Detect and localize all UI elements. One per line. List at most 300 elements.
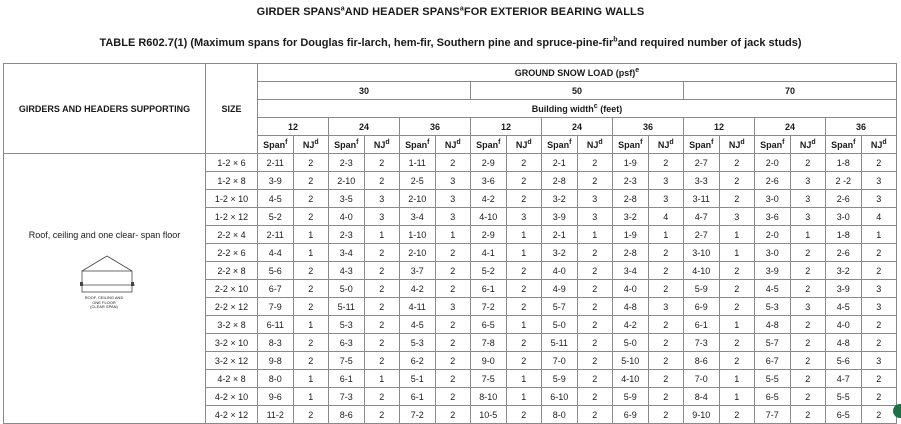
nj-cell: 2 (435, 334, 471, 352)
nj-cell: 2 (506, 262, 542, 280)
nj-cell: 2 (648, 370, 684, 388)
span-subheader: Span$^f$ (400, 136, 436, 154)
span-cell: 4-8 (826, 334, 862, 352)
span-cell: 5-7 (542, 298, 578, 316)
span-cell: 4-2 (400, 280, 436, 298)
nj-cell: 1 (506, 244, 542, 262)
span-cell: 3-9 (258, 172, 294, 190)
nj-cell: 3 (435, 208, 471, 226)
span-cell: 4-3 (329, 262, 365, 280)
span-cell: 10-5 (471, 406, 507, 424)
load-70-header: 70 (684, 82, 897, 100)
nj-cell: 2 (364, 172, 400, 190)
span-cell: 5-1 (400, 370, 436, 388)
nj-cell: 2 (577, 406, 613, 424)
span-cell: 1-11 (400, 154, 436, 172)
span-cell: 1-8 (826, 154, 862, 172)
nj-cell: 1 (364, 370, 400, 388)
span-cell: 6-5 (471, 316, 507, 334)
nj-cell: 2 (293, 208, 329, 226)
span-cell: 2-3 (613, 172, 649, 190)
span-subheader: Span$^f$ (542, 136, 578, 154)
span-cell: 5-3 (400, 334, 436, 352)
nj-cell: 2 (577, 334, 613, 352)
nj-cell: 3 (790, 172, 826, 190)
nj-cell: 2 (719, 334, 755, 352)
span-cell: 6-11 (258, 316, 294, 334)
span-cell: 9-8 (258, 352, 294, 370)
span-cell: 4-5 (755, 280, 791, 298)
nj-cell: 2 (648, 154, 684, 172)
nj-cell: 3 (861, 298, 897, 316)
nj-cell: 1 (790, 226, 826, 244)
nj-cell: 1 (293, 226, 329, 244)
span-cell: 4-5 (258, 190, 294, 208)
nj-cell: 2 (293, 172, 329, 190)
span-cell: 7-2 (400, 406, 436, 424)
nj-cell: 2 (861, 388, 897, 406)
nj-subheader: $NJ^d$ (861, 136, 897, 154)
span-cell: 4-8 (613, 298, 649, 316)
nj-subheader: $NJ^d$ (506, 136, 542, 154)
size-cell: 2-2 × 8 (206, 262, 258, 280)
span-cell: 5-11 (542, 334, 578, 352)
span-cell: 7-9 (258, 298, 294, 316)
span-cell: 4-0 (826, 316, 862, 334)
span-subheader: Span$^f$ (826, 136, 862, 154)
nj-cell: 2 (293, 280, 329, 298)
span-cell: 5-7 (755, 334, 791, 352)
width-header-3: 12 (471, 118, 542, 136)
span-cell: 2-1 (542, 226, 578, 244)
span-cell: 2-7 (684, 226, 720, 244)
span-cell: 3-0 (755, 244, 791, 262)
nj-cell: 2 (435, 370, 471, 388)
nj-cell: 2 (790, 244, 826, 262)
span-cell: 2 -2 (826, 172, 862, 190)
span-cell: 3-2 (542, 244, 578, 262)
nj-cell: 3 (648, 298, 684, 316)
nj-cell: 3 (648, 172, 684, 190)
nj-cell: 3 (790, 298, 826, 316)
span-cell: 8-6 (684, 352, 720, 370)
nj-cell: 2 (364, 352, 400, 370)
size-cell: 2-2 × 6 (206, 244, 258, 262)
supporting-header: GIRDERS AND HEADERS SUPPORTING (4, 64, 206, 154)
nj-cell: 2 (790, 316, 826, 334)
nj-cell: 2 (506, 280, 542, 298)
span-cell: 6-1 (400, 388, 436, 406)
table-row (4, 154, 897, 172)
nj-subheader: $NJ^d$ (435, 136, 471, 154)
size-cell: 1-2 × 12 (206, 208, 258, 226)
width-header-0: 12 (258, 118, 329, 136)
span-cell: 2-1 (542, 154, 578, 172)
nj-cell: 3 (719, 208, 755, 226)
nj-cell: 2 (577, 154, 613, 172)
span-cell: 2-0 (755, 154, 791, 172)
nj-cell: 2 (790, 334, 826, 352)
span-cell: 2-8 (613, 244, 649, 262)
nj-cell: 2 (364, 388, 400, 406)
nj-cell: 2 (861, 262, 897, 280)
nj-cell: 3 (435, 172, 471, 190)
size-cell: 1-2 × 10 (206, 190, 258, 208)
nj-cell: 2 (861, 334, 897, 352)
nj-cell: 1 (435, 226, 471, 244)
nj-cell: 2 (790, 370, 826, 388)
nj-cell: 2 (790, 262, 826, 280)
span-subheader: Span$^f$ (329, 136, 365, 154)
span-subheader: Span$^f$ (613, 136, 649, 154)
span-cell: 4-5 (826, 298, 862, 316)
span-cell: 1-10 (400, 226, 436, 244)
nj-cell: 2 (719, 154, 755, 172)
snow-load-header: GROUND SNOW LOAD (psf)$^e$ (258, 64, 897, 82)
span-cell: 4-0 (613, 280, 649, 298)
nj-cell: 2 (861, 370, 897, 388)
span-cell: 3-5 (329, 190, 365, 208)
span-cell: 3-6 (755, 208, 791, 226)
span-cell: 5-3 (329, 316, 365, 334)
nj-cell: 2 (506, 334, 542, 352)
span-cell: 4-8 (755, 316, 791, 334)
nj-cell: 2 (577, 280, 613, 298)
supporting-cell (4, 154, 206, 424)
nj-cell: 2 (861, 406, 897, 424)
size-cell: 3-2 × 12 (206, 352, 258, 370)
nj-cell: 2 (861, 244, 897, 262)
span-cell: 8-6 (329, 406, 365, 424)
size-cell: 2-2 × 10 (206, 280, 258, 298)
size-cell: 4-2 × 8 (206, 370, 258, 388)
span-subheader: Span$^f$ (755, 136, 791, 154)
nj-cell: 2 (506, 190, 542, 208)
nj-cell: 2 (293, 190, 329, 208)
span-cell: 2-9 (471, 226, 507, 244)
span-cell: 3-4 (329, 244, 365, 262)
nj-cell: 3 (364, 190, 400, 208)
nj-cell: 1 (506, 226, 542, 244)
nj-cell: 2 (435, 262, 471, 280)
nj-cell: 2 (719, 298, 755, 316)
nj-cell: 2 (364, 406, 400, 424)
nj-cell: 3 (861, 172, 897, 190)
nj-cell: 2 (790, 406, 826, 424)
nj-cell: 2 (506, 172, 542, 190)
span-cell: 3-11 (684, 190, 720, 208)
nj-cell: 1 (506, 316, 542, 334)
span-cell: 3-9 (826, 280, 862, 298)
span-cell: 2-0 (755, 226, 791, 244)
span-cell: 4-7 (826, 370, 862, 388)
diagram-caption: ROOF, CEILING AND (84, 295, 124, 300)
nj-cell: 2 (648, 352, 684, 370)
nj-cell: 2 (435, 406, 471, 424)
span-cell: 4-2 (613, 316, 649, 334)
nj-cell: 2 (790, 154, 826, 172)
span-cell: 3-0 (755, 190, 791, 208)
span-cell: 4-10 (471, 208, 507, 226)
diagram-caption: ONE FLOOR (92, 299, 116, 305)
nj-cell: 2 (577, 370, 613, 388)
span-cell: 3-9 (755, 262, 791, 280)
nj-subheader: $NJ^d$ (790, 136, 826, 154)
span-cell: 5-9 (542, 370, 578, 388)
nj-cell: 3 (435, 190, 471, 208)
nj-cell: 4 (861, 208, 897, 226)
span-cell: 7-2 (471, 298, 507, 316)
nj-cell: 2 (364, 280, 400, 298)
span-cell: 6-1 (684, 316, 720, 334)
span-cell: 2-10 (400, 190, 436, 208)
nj-cell: 1 (719, 388, 755, 406)
span-cell: 2-9 (471, 154, 507, 172)
nj-cell: 1 (719, 370, 755, 388)
nj-cell: 2 (648, 262, 684, 280)
nj-cell: 1 (293, 388, 329, 406)
span-cell: 5-6 (826, 352, 862, 370)
span-cell: 6-9 (613, 406, 649, 424)
span-cell: 5-5 (755, 370, 791, 388)
nj-subheader: $NJ^d$ (293, 136, 329, 154)
span-cell: 2-11 (258, 226, 294, 244)
nj-cell: 2 (435, 388, 471, 406)
nj-cell: 1 (719, 226, 755, 244)
nj-cell: 2 (506, 154, 542, 172)
span-cell: 6-7 (755, 352, 791, 370)
span-cell: 6-7 (258, 280, 294, 298)
nj-cell: 2 (577, 262, 613, 280)
span-cell: 9-6 (258, 388, 294, 406)
size-cell: 1-2 × 8 (206, 172, 258, 190)
span-cell: 9-0 (471, 352, 507, 370)
nj-cell: 2 (648, 244, 684, 262)
nj-subheader: $NJ^d$ (364, 136, 400, 154)
nj-cell: 2 (790, 280, 826, 298)
nj-cell: 1 (293, 244, 329, 262)
span-cell: 3-4 (400, 208, 436, 226)
span-cell: 5-2 (258, 208, 294, 226)
nj-cell: 2 (577, 316, 613, 334)
nj-cell: 2 (861, 316, 897, 334)
nj-cell: 2 (364, 154, 400, 172)
span-cell: 6-1 (471, 280, 507, 298)
nj-cell: 2 (719, 280, 755, 298)
span-cell: 3-2 (613, 208, 649, 226)
size-cell: 2-2 × 12 (206, 298, 258, 316)
nj-cell: 2 (293, 334, 329, 352)
span-cell: 8-0 (258, 370, 294, 388)
span-cell: 4-2 (471, 190, 507, 208)
span-cell: 11-2 (258, 406, 294, 424)
span-cell: 1-8 (826, 226, 862, 244)
span-cell: 5-0 (613, 334, 649, 352)
nj-cell: 2 (364, 334, 400, 352)
span-cell: 3-2 (826, 262, 862, 280)
width-header-4: 24 (542, 118, 613, 136)
nj-cell: 1 (293, 316, 329, 334)
span-cell: 5-11 (329, 298, 365, 316)
span-cell: 2-8 (613, 190, 649, 208)
nj-subheader: $NJ^d$ (648, 136, 684, 154)
nj-cell: 3 (790, 190, 826, 208)
page-title: GIRDER SPANS$^a$AND HEADER SPANS$^a$FOR EXTERIOR BEARING WALLS (256, 5, 645, 18)
span-cell: 6-2 (400, 352, 436, 370)
size-cell: 2-2 × 4 (206, 226, 258, 244)
span-cell: 5-3 (755, 298, 791, 316)
span-cell: 2-6 (826, 190, 862, 208)
span-subheader: Span$^f$ (684, 136, 720, 154)
nj-cell: 2 (861, 154, 897, 172)
nj-cell: 3 (648, 190, 684, 208)
supporting-label: Roof, ceiling and one clear- span floor (28, 230, 181, 240)
nj-subheader: $NJ^d$ (719, 136, 755, 154)
span-cell: 7-7 (755, 406, 791, 424)
span-cell: 5-6 (258, 262, 294, 280)
span-cell: 3-2 (542, 190, 578, 208)
span-cell: 2-5 (400, 172, 436, 190)
span-cell: 7-5 (471, 370, 507, 388)
nj-cell: 3 (861, 190, 897, 208)
nj-cell: 2 (719, 406, 755, 424)
span-cell: 2-10 (400, 244, 436, 262)
nj-cell: 1 (364, 226, 400, 244)
nj-cell: 3 (790, 208, 826, 226)
header-row-snow-load (4, 64, 897, 82)
span-cell: 6-5 (755, 388, 791, 406)
span-table (3, 63, 897, 424)
width-header-6: 12 (684, 118, 755, 136)
span-cell: 5-9 (684, 280, 720, 298)
size-cell: 4-2 × 12 (206, 406, 258, 424)
nj-cell: 1 (648, 226, 684, 244)
span-cell: 4-1 (471, 244, 507, 262)
nj-cell: 3 (861, 280, 897, 298)
width-header-5: 36 (613, 118, 684, 136)
building-width-header: Building width$^c$ (feet) (258, 100, 897, 118)
nj-cell: 2 (435, 316, 471, 334)
span-cell: 6-10 (542, 388, 578, 406)
nj-cell: 2 (719, 172, 755, 190)
span-cell: 2-10 (329, 172, 365, 190)
width-header-1: 24 (329, 118, 400, 136)
span-cell: 1-9 (613, 226, 649, 244)
load-30-header: 30 (258, 82, 471, 100)
nj-subheader: $NJ^d$ (577, 136, 613, 154)
nj-cell: 3 (506, 208, 542, 226)
nj-cell: 3 (577, 190, 613, 208)
span-cell: 2-3 (329, 226, 365, 244)
width-header-2: 36 (400, 118, 471, 136)
nj-cell: 1 (719, 244, 755, 262)
span-cell: 7-0 (542, 352, 578, 370)
diagram-caption: (CLEAR SPAN) (90, 304, 118, 309)
span-cell: 4-0 (542, 262, 578, 280)
span-cell: 2-8 (542, 172, 578, 190)
nj-cell: 3 (861, 352, 897, 370)
size-cell: 3-2 × 8 (206, 316, 258, 334)
span-cell: 3-6 (471, 172, 507, 190)
nj-cell: 1 (506, 370, 542, 388)
nj-cell: 3 (435, 298, 471, 316)
nj-cell: 2 (364, 244, 400, 262)
nj-cell: 4 (648, 208, 684, 226)
nj-cell: 2 (577, 172, 613, 190)
nj-cell: 2 (506, 298, 542, 316)
nj-cell: 3 (577, 208, 613, 226)
nj-cell: 2 (435, 244, 471, 262)
span-cell: 4-4 (258, 244, 294, 262)
nj-cell: 2 (293, 298, 329, 316)
nj-cell: 2 (435, 154, 471, 172)
nj-cell: 2 (364, 262, 400, 280)
span-cell: 5-0 (542, 316, 578, 334)
span-cell: 3-4 (613, 262, 649, 280)
span-cell: 8-4 (684, 388, 720, 406)
nj-cell: 2 (648, 280, 684, 298)
nj-cell: 2 (506, 352, 542, 370)
span-cell: 7-8 (471, 334, 507, 352)
span-cell: 6-9 (684, 298, 720, 316)
span-cell: 7-3 (684, 334, 720, 352)
nj-cell: 1 (577, 226, 613, 244)
span-cell: 2-11 (258, 154, 294, 172)
nj-cell: 2 (293, 154, 329, 172)
nj-cell: 2 (506, 406, 542, 424)
span-cell: 4-10 (613, 370, 649, 388)
width-header-8: 36 (826, 118, 897, 136)
span-cell: 4-5 (400, 316, 436, 334)
nj-cell: 2 (648, 316, 684, 334)
span-cell: 2-3 (329, 154, 365, 172)
span-cell: 8-10 (471, 388, 507, 406)
nj-cell: 2 (577, 352, 613, 370)
table-caption: TABLE R602.7(1) (Maximum spans for Douglas fir-larch, hem-fir, Southern pine and spruce-pine-fir$^b$and required number of jack studs) (99, 36, 802, 49)
span-cell: 3-3 (684, 172, 720, 190)
nj-cell: 2 (435, 352, 471, 370)
span-cell: 4-11 (400, 298, 436, 316)
span-cell: 3-0 (826, 208, 862, 226)
nj-cell: 1 (719, 316, 755, 334)
load-50-header: 50 (471, 82, 684, 100)
nj-cell: 2 (719, 352, 755, 370)
span-cell: 7-5 (329, 352, 365, 370)
nj-cell: 2 (435, 280, 471, 298)
size-cell: 3-2 × 10 (206, 334, 258, 352)
span-cell: 4-0 (329, 208, 365, 226)
span-cell: 9-10 (684, 406, 720, 424)
span-cell: 6-1 (329, 370, 365, 388)
house-diagram (4, 254, 205, 310)
span-cell: 7-0 (684, 370, 720, 388)
span-subheader: Span$^f$ (471, 136, 507, 154)
size-cell: 4-2 × 10 (206, 388, 258, 406)
width-header-7: 24 (755, 118, 826, 136)
nj-cell: 1 (506, 388, 542, 406)
span-cell: 8-0 (542, 406, 578, 424)
house-outline-icon (80, 254, 136, 294)
span-cell: 5-2 (471, 262, 507, 280)
span-cell: 4-7 (684, 208, 720, 226)
nj-cell: 2 (577, 388, 613, 406)
span-subheader: Span$^f$ (258, 136, 294, 154)
span-cell: 3-7 (400, 262, 436, 280)
nj-cell: 2 (719, 262, 755, 280)
nj-cell: 2 (293, 352, 329, 370)
span-cell: 6-5 (826, 406, 862, 424)
size-header: SIZE (206, 64, 258, 154)
